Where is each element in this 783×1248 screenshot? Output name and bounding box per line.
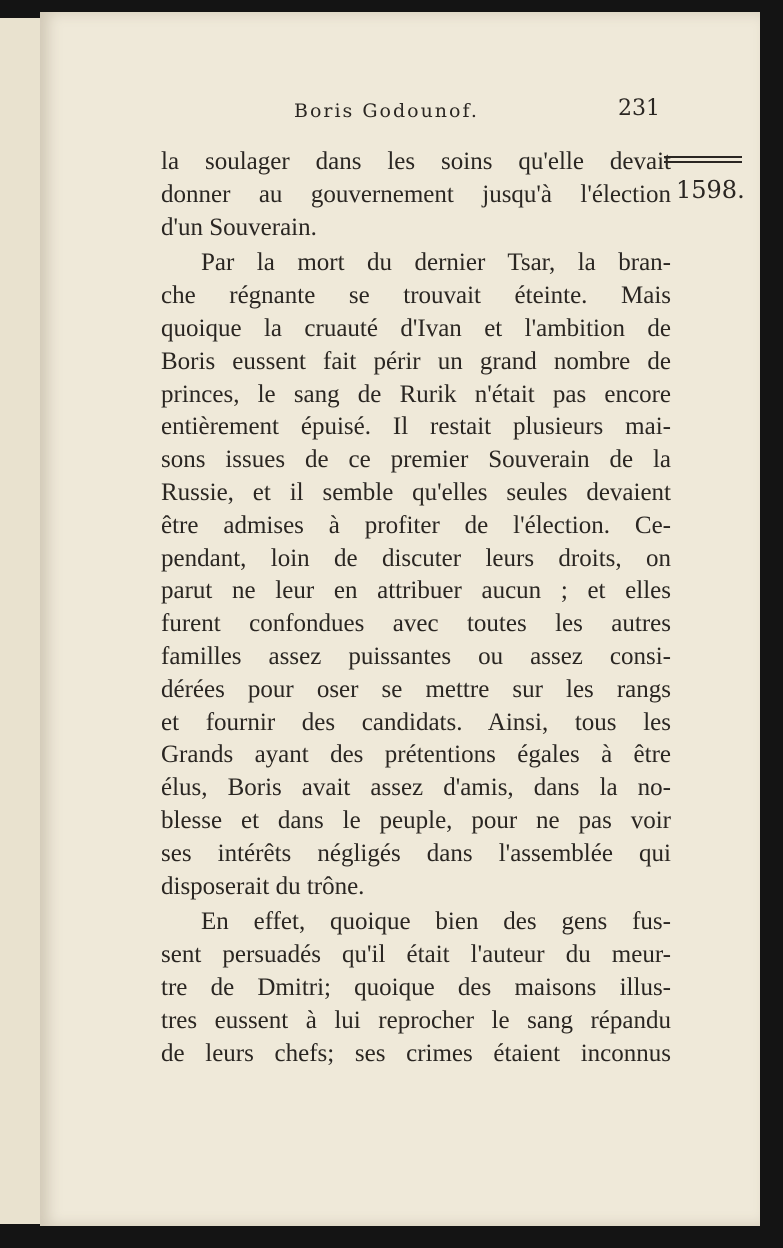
text-line: blesse et dans le peuple, pour ne pas voir <box>161 806 671 834</box>
text-line: En effet, quoique bien des gens fus- <box>201 908 671 936</box>
paragraph <box>161 906 671 1070</box>
text-line: ses intérêts négligés dans l'assemblée qui <box>161 839 671 867</box>
text-line: d'un Souverain. <box>161 213 317 241</box>
text-line: quoique la cruauté d'Ivan et l'ambition de <box>161 314 671 342</box>
text-line: donner au gouvernement jusqu'à l'élection <box>161 180 671 208</box>
text-line: sent persuadés qu'il était l'auteur du meur- <box>161 941 671 969</box>
text-line: Russie, et il semble qu'elles seules devaient <box>161 478 671 506</box>
body-text <box>161 146 671 1070</box>
previous-page-edge <box>0 18 42 1224</box>
book-page <box>40 12 760 1226</box>
margin-double-rule <box>664 156 742 163</box>
text-line: tre de Dmitri; quoique des maisons illus- <box>161 973 671 1001</box>
text-line: Boris eussent fait périr un grand nombre de <box>161 347 671 375</box>
text-line: dérées pour oser se mettre sur les rangs <box>161 675 671 703</box>
running-title: Boris Godounof. <box>294 100 479 122</box>
text-line: che régnante se trouvait éteinte. Mais <box>161 282 671 310</box>
text-line: et fournir des candidats. Ainsi, tous les <box>161 708 671 736</box>
text-line: la soulager dans les soins qu'elle devait <box>161 148 671 175</box>
page-number: 231 <box>618 96 660 121</box>
text-line: disposerait du trône. <box>161 872 365 900</box>
text-line: parut ne leur en attribuer aucun ; et elles <box>161 577 671 605</box>
text-line: élus, Boris avait assez d'amis, dans la no- <box>161 774 671 802</box>
margin-year-note: 1598. <box>676 176 745 204</box>
text-line: princes, le sang de Rurik n'était pas encore <box>161 380 671 408</box>
paragraph <box>161 247 671 903</box>
text-line: entièrement épuisé. Il restait plusieurs mai- <box>161 413 671 441</box>
text-line: pendant, loin de discuter leurs droits, on <box>161 544 671 572</box>
text-line: Grands ayant des prétentions égales à être <box>161 741 671 769</box>
text-line: être admises à profiter de l'élection. Ce- <box>161 511 671 539</box>
text-line: familles assez puissantes ou assez consi- <box>161 642 671 670</box>
text-line: tres eussent à lui reprocher le sang répandu <box>161 1006 671 1034</box>
text-line: sons issues de ce premier Souverain de la <box>161 446 671 474</box>
text-line: de leurs chefs; ses crimes étaient inconnus <box>161 1039 671 1067</box>
paragraph <box>161 146 671 244</box>
text-line: furent confondues avec toutes les autres <box>161 610 671 638</box>
text-line: Par la mort du dernier Tsar, la bran- <box>201 249 671 277</box>
